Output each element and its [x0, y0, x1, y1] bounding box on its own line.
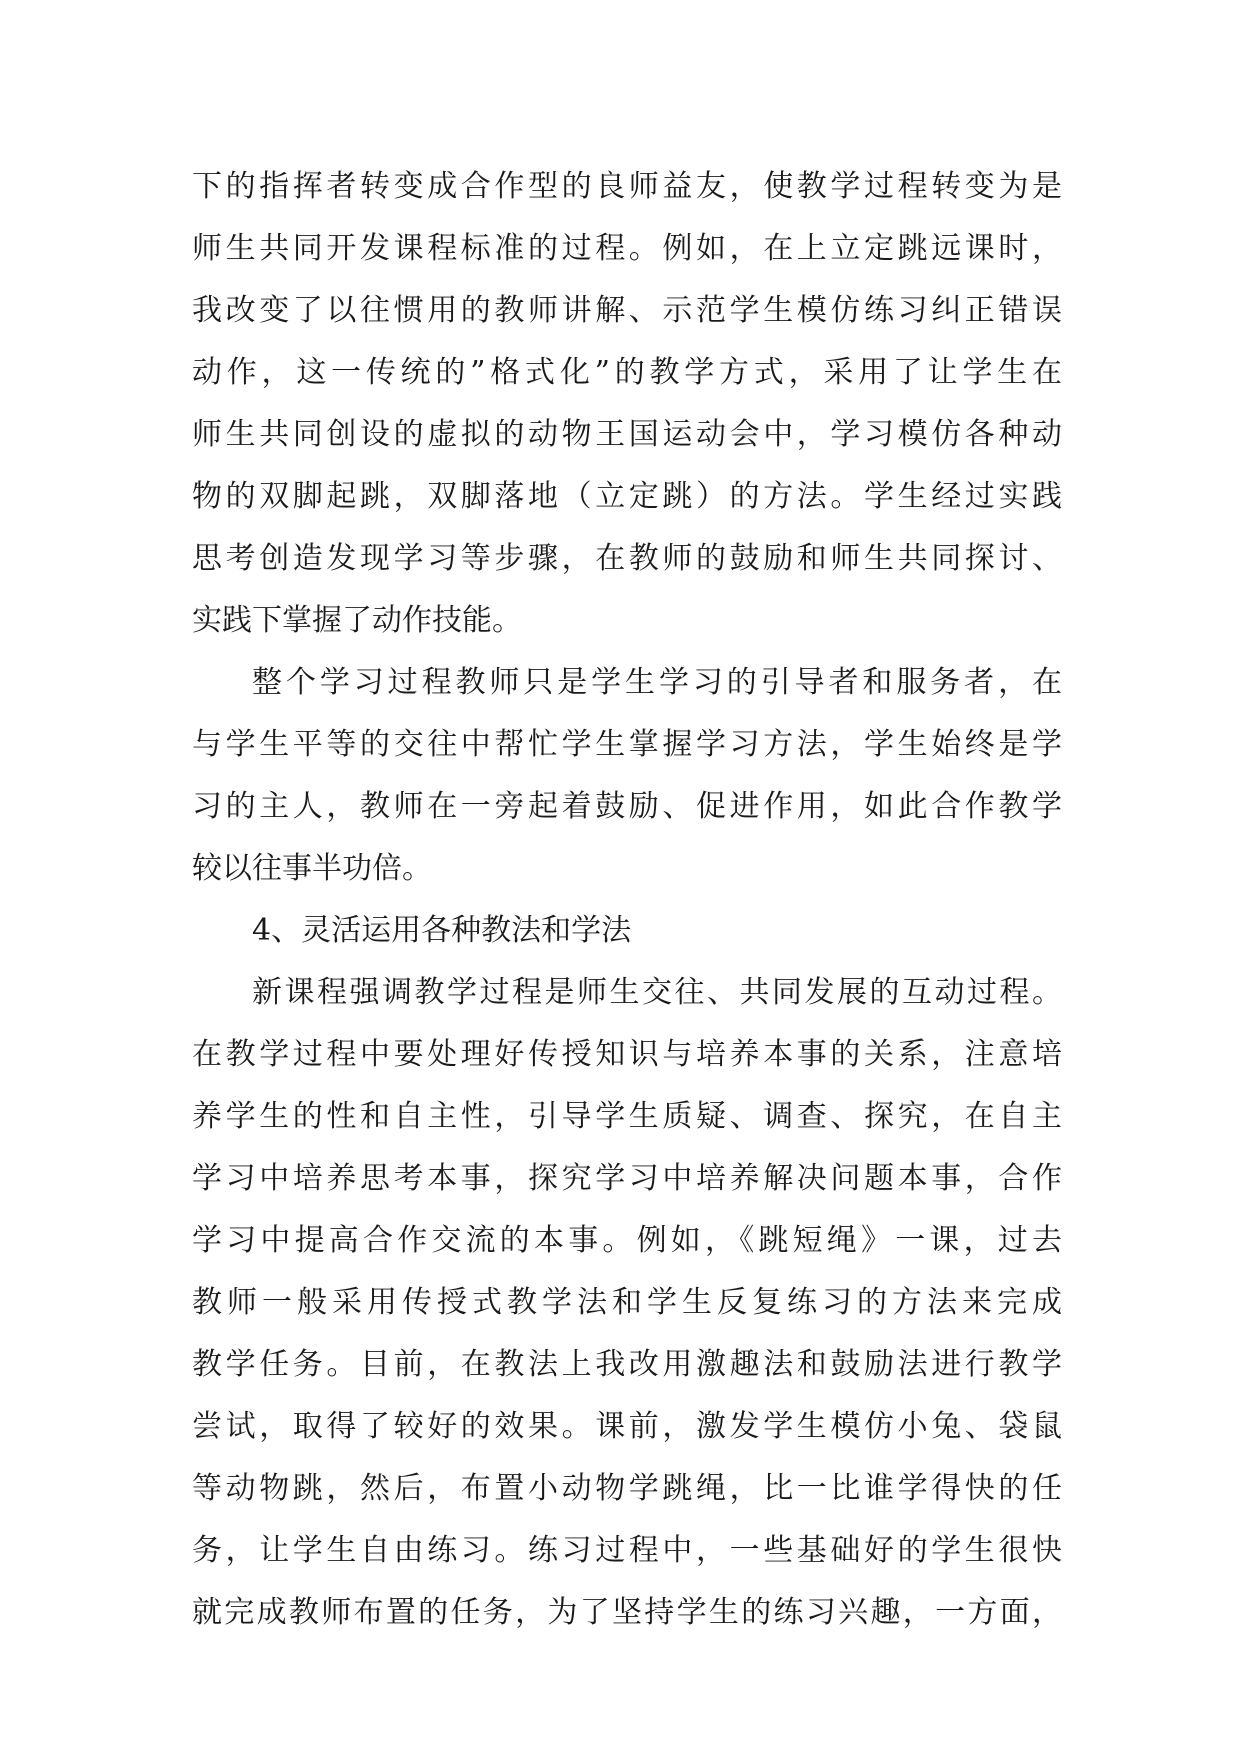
paragraph-end-line: 较以往事半功倍。 — [192, 851, 432, 886]
text-line: 等动物跳，然后，布置小动物学跳绳，比一比谁学得快的任 — [192, 1471, 1062, 1506]
text-line: 与学生平等的交往中帮忙学生掌握学习方法，学生始终是学 — [192, 727, 1062, 762]
paragraph-start-line: 整个学习过程教师只是学生学习的引导者和服务者，在 — [252, 665, 1062, 700]
paragraph-end-line: 实践下掌握了动作技能。 — [192, 603, 522, 638]
text-line: 我改变了以往惯用的教师讲解、示范学生模仿练习纠正错误 — [192, 293, 1062, 328]
text-line: 在教学过程中要处理好传授知识与培养本事的关系，注意培 — [192, 1037, 1062, 1072]
text-line: 尝试，取得了较好的效果。课前，激发学生模仿小兔、袋鼠 — [192, 1409, 1062, 1444]
section-heading: 4、灵活运用各种教法和学法 — [252, 913, 632, 948]
text-line: 教师一般采用传授式教学法和学生反复练习的方法来完成 — [192, 1285, 1062, 1320]
text-line: 养学生的性和自主性，引导学生质疑、调查、探究，在自主 — [192, 1099, 1062, 1134]
text-line: 物的双脚起跳，双脚落地（立定跳）的方法。学生经过实践 — [192, 479, 1062, 514]
text-line: 教学任务。目前，在教法上我改用激趣法和鼓励法进行教学 — [192, 1347, 1062, 1382]
text-line: 师生共同创设的虚拟的动物王国运动会中，学习模仿各种动 — [192, 417, 1062, 452]
text-line: 习的主人，教师在一旁起着鼓励、促进作用，如此合作教学 — [192, 789, 1062, 824]
text-line: 思考创造发现学习等步骤，在教师的鼓励和师生共同探讨、 — [192, 541, 1062, 576]
paragraph-start-line: 新课程强调教学过程是师生交往、共同发展的互动过程。 — [252, 975, 1062, 1010]
text-line: 就完成教师布置的任务，为了坚持学生的练习兴趣，一方面， — [192, 1595, 1062, 1630]
text-line: 学习中提高合作交流的本事。例如，《跳短绳》一课，过去 — [192, 1223, 1062, 1258]
text-line: 师生共同开发课程标准的过程。例如，在上立定跳远课时， — [192, 231, 1062, 266]
document-body — [192, 156, 1062, 1644]
text-line: 下的指挥者转变成合作型的良师益友，使教学过程转变为是 — [192, 169, 1062, 204]
text-line: 务，让学生自由练习。练习过程中，一些基础好的学生很快 — [192, 1533, 1062, 1568]
text-line: 动作，这一传统的”格式化”的教学方式，采用了让学生在 — [192, 355, 1062, 390]
text-line: 学习中培养思考本事，探究学习中培养解决问题本事，合作 — [192, 1161, 1062, 1196]
